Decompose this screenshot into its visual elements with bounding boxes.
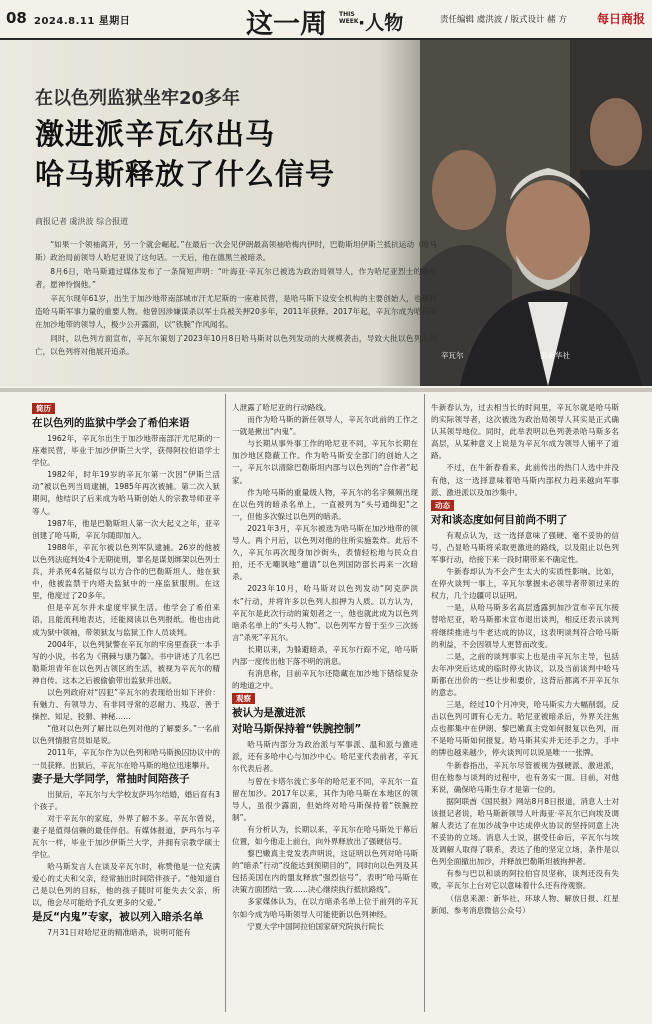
body-paragraph: “他对以色列了解比以色列对他的了解要多。”一名前以色列情报官员如是说。 <box>32 724 220 746</box>
article-column-1 <box>32 402 220 939</box>
hero-headline-line2: 哈马斯释放了什么信号 <box>35 157 336 191</box>
section-tag: 动态 <box>431 500 454 511</box>
body-paragraph: 2004年，以色列狱警在辛瓦尔的牢房里查获一本手写的小说，书名为《荆棘与康乃馨》。书中讲述了几名巴勒斯坦青年在以色列占领区的生活，被视为辛瓦尔的精神自传。这本之后被偷偷带出监狱并出版。 <box>32 639 220 685</box>
body-paragraph: 1987年，他是巴勒斯坦人第一次大起义之年，亚辛创建了哈马斯，辛瓦尔随即加入。 <box>32 518 220 540</box>
body-paragraph: 对于辛瓦尔的家庭，外界了解不多。辛瓦尔曾说，妻子是值得信赖的最佳伴侣。有媒体报道，萨玛尔与辛瓦尔一样，毕业于加沙伊斯兰大学，并拥有宗教学硕士学位。 <box>32 813 220 860</box>
hero-headline-line1: 激进派辛瓦尔出马 <box>35 117 276 151</box>
newspaper-brand: 每日商报 <box>597 12 646 26</box>
body-paragraph: 2011年，辛瓦尔作为以色列和哈马斯换囚协议中的一员获释。出狱后，辛瓦尔在哈马斯的地位迅速攀升。 <box>32 748 220 770</box>
body-paragraph: 有消息称，目前辛瓦尔还隐藏在加沙地下错综复杂的地道之中。 <box>232 669 418 691</box>
body-paragraph: 一是，从哈马斯多名高层透露到加沙宣布辛瓦尔接替哈尼亚，哈马斯都未宣布退出谈判，相反还表示谈判将继续推进与牛老达成的协议，这表明谈判符合哈马斯的利益，不会因领导人更替而改变。 <box>431 603 619 649</box>
body-paragraph: 牛新春指出，辛瓦尔尽管被视为强硬派、激进派，但在他参与谈判的过程中，也有务实一面。目前，对他来说，确保哈马斯生存才是第一位的。 <box>431 760 619 794</box>
body-paragraph: 与曾在卡塔尔流亡多年的哈尼亚不同，辛瓦尔一直留在加沙。2017年以来，其作为哈马斯在本地区的领导人，虽很少露面，但始终对哈马斯保持着“铁腕控制”。 <box>232 776 418 822</box>
body-paragraph: 1962年，辛瓦尔出生于加沙地带南部汗尤尼斯的一座难民营，毕业于加沙伊斯兰大学，获得阿拉伯语学士学位。 <box>32 434 220 468</box>
body-paragraph: 2023年10月，哈马斯对以色列发动“阿克萨洪水”行动，并将许多以色列人扣押为人质。以方认为，辛瓦尔是此次行动的策划者之一，他也就此成为以色列暗杀名单上的“头号人物”。以色列军方曾于至少三次扬言“杀死”辛瓦尔。 <box>232 584 418 642</box>
subheading: 对哈马斯保持着“铁腕控制” <box>232 723 362 736</box>
body-paragraph: 据阿联酋《国民报》网站8月8日报道，消息人士对该报记者说，哈马斯新领导人叶海亚·辛瓦尔已向埃及调解人表达了在加沙战争中达成停火协议的坚持同意上决不妥协的立场。消息人士说，据受任命后，辛瓦尔与埃及调解人取得了联系，表达了他的坚定立场，条件是以色列全面撤出加沙，并释放巴勒斯坦被拘押者。 <box>431 796 619 867</box>
body-paragraph: 牛新春却认为不会产生太大的实质性影响。比如，在停火谈判一事上，辛瓦尔掌握未必领导者带领过来的权力，几个边疆可以证明。 <box>431 567 619 601</box>
hero-banner <box>0 40 652 386</box>
body-paragraph: 三是，经过10个月冲突，哈马斯实力大幅削弱，反击以色列可谓有心无力。哈尼亚被暗杀后，外界关注焦点也都集中在伊朗、黎巴嫩真主党如何报复以色列，而不是哈马斯如何报复。哈马斯其实并无还手之力，手中的牌也越来越少，停火谈判可以说是唯一一张牌。 <box>431 700 619 758</box>
body-paragraph: 1988年，辛瓦尔被以色列军队逮捕。26岁的他被以色列法庭判处4个无期徒刑，罪名是谋划绑架以色列士兵，并杀死4名疑似与以方合作的巴勒斯坦人。他在狱中，他被监禁于内塔夫监狱中的一座监狱服刑。在这里，他度过了20多年。 <box>32 542 220 601</box>
body-paragraph: 而作为哈马斯的新任领导人，辛瓦尔此前的工作之一就是揪出“内鬼”。 <box>232 415 418 437</box>
body-paragraph: 与长期从事外事工作的哈尼亚不同，辛瓦尔长期在加沙地区隐蔽工作。作为哈马斯安全部门的创始人之一，辛瓦尔以清除巴勒斯坦内部与以色列的“合作者”起家。 <box>232 439 418 485</box>
body-paragraph: 二是，之前的谈判事实上也是由辛瓦尔主导，包括去年冲突后达成的临时停火协议，以及当前谈判中哈马斯都在出价的一些让步和要价，这背后都离不开辛瓦尔的意志。 <box>431 651 619 697</box>
body-paragraph: 以色列政府对“囚犯”辛瓦尔的表现给出如下评价：有魅力、有领导力、有非同寻常的忍耐力、残忍、善于操控、知足、狡猾、神秘…… <box>32 687 220 722</box>
body-paragraph: 多家媒体认为，在以方暗杀名单上位于前列的辛瓦尔如今成为哈马斯领导人可能使新以色列神经。 <box>232 897 418 919</box>
body-paragraph: 2021年3月，辛瓦尔被选为哈马斯在加沙地带的领导人。两个月后，以色列对他的住所实施轰炸。此后不久，辛瓦尔再次现身加沙街头，表情轻松地与民众自拍，还不无嘲讽地“邀请”以色列国防部长再来一次暗杀。 <box>232 523 418 582</box>
lead-paragraphs <box>35 238 437 359</box>
body-paragraph: 1982年，时年19岁的辛瓦尔第一次因“伊斯兰活动”被以色列当局逮捕，1985年再次被捕。第二次入狱期间，他结识了后来成为哈马斯创始人的宗教导师亚辛等人。 <box>32 470 220 516</box>
article-column-3 <box>431 402 619 917</box>
byline: 商报记者 虞洪波 综合报道 <box>35 217 129 226</box>
lead-paragraph: “如果一个领袖离开，另一个就会崛起。”在最后一次会见伊朗最高领袖哈梅内伊时，巴勒斯坦伊斯兰抵抗运动（哈马斯）政治局前领导人哈尼亚说了这句话。一天后，他在德黑兰被暗杀。 <box>35 240 437 263</box>
body-paragraph: 7月31日对哈尼亚的精准暗杀，说明可能有 <box>47 927 191 937</box>
hero-kicker: 在以色列监狱坐牢20多年 <box>35 88 241 109</box>
section-tag: 观察 <box>232 693 255 704</box>
body-paragraph: 人泄露了哈尼亚的行动路线。 <box>232 403 331 412</box>
body-paragraph: 有参与巴以和谈的阿拉伯官员坚称，谈判还没有失败，辛瓦尔上台对它以意味着什么还有待观察。 <box>431 869 619 891</box>
hero-photo <box>420 40 652 386</box>
masthead-title: 这一周 <box>246 9 327 40</box>
column-rule <box>424 394 425 1012</box>
body-paragraph: （信息来源：新华社、环球人物、解放日报、红星新闻、参考消息微信公众号） <box>431 893 619 915</box>
body-paragraph: 长期以来，为躲避暗杀，辛瓦尔行踪不定，哈马斯内部一度传出他下落不明的消息。 <box>232 644 418 666</box>
body-paragraph: 宁夏大学中国阿拉伯国家研究院执行院长 <box>247 921 384 931</box>
section-tag: 简历 <box>32 403 55 414</box>
page-header <box>0 0 652 40</box>
body-paragraph: 但是辛瓦尔并未虚度牢狱生活。他学会了希伯来语，且能流利地表达，还能阅读以色列报纸。他也由此成为狱中领袖，带领狱友与监狱工作人员谈判。 <box>32 603 220 637</box>
subheading: 被认为是激进派 <box>232 707 306 720</box>
page-number: 08 <box>6 9 27 27</box>
lead-paragraph: 同时，以色列方面宣布，辛瓦尔策划了2023年10月8日哈马斯对以色列发动的大规模袭击，导致大批以色列人伤亡，以色列将对他展开追杀。 <box>35 333 437 357</box>
body-paragraph: 牛新春认为，过去相当长的时间里，辛瓦尔就是哈马斯的实际领导者，这次被选为政治局领导人其实是正式确认其领导地位。同时，此举表明以色列袭杀哈马斯多名高层，从某种意义上说是为辛瓦尔成为领导人铺平了道路。 <box>431 403 619 461</box>
lead-paragraph: 辛瓦尔现年61岁，出生于加沙地带南部城市汗尤尼斯的一座难民营，是哈马斯下设安全机构的主要创始人，也是打造哈马斯军事力量的重要人物。他曾因涉嫌谋杀以军士兵被关押20多年，2011年获释。2017年起，辛瓦尔成为哈马斯在加沙地带的领导人，极少公开露面，以“铁腕”作风闻名。 <box>35 293 437 330</box>
body-paragraph: 哈马斯发言人在谈及辛瓦尔时，称赞他是一位充满爱心的丈夫和父亲，经常抽出时间陪伴孩子。“他知道自己是以色列的目标，他的孩子随时可能失去父亲，所以，他会尽可能给予孔女更多的父爱。” <box>32 862 220 908</box>
section-divider <box>0 388 652 392</box>
column-rule <box>225 394 226 1012</box>
body-paragraph: 有观点认为，这一选择意味了强硬、毫不妥协的信号，凸显哈马斯将采取更激进的路线，以及阻止以色列军事行动，给接下来一段时期带来不确定性。 <box>431 530 619 564</box>
subheading: 对和谈态度如何目前尚不明了 <box>431 513 568 526</box>
article-column-2 <box>232 402 418 933</box>
column-name: ·人物 <box>358 12 404 34</box>
issue-date: 2024.8.11 星期日 <box>34 16 131 27</box>
body-paragraph: 黎巴嫩真主党发表声明说，这证明以色列对哈马斯的“暗杀”行动“没能达到预期目的”，同时向以色列及其包括美国在内的盟友释放“强烈信号”，表明“哈马斯在决策方面团结一致……决心继续执行抵抗路线”。 <box>232 849 418 895</box>
photo-caption: 辛瓦尔 <box>441 351 464 360</box>
editor-credits: 责任编辑 虞洪波 / 版式设计 赭 方 <box>440 15 567 25</box>
body-paragraph: 有分析认为，长期以来，辛瓦尔在哈马斯处于幕后位置，如今他走上前台，向外界释放出了强硬信号。 <box>232 824 418 846</box>
photo-credit: 据新华社 <box>540 351 570 360</box>
subheading: 在以色列的监狱中学会了希伯来语 <box>32 417 190 429</box>
body-paragraph: 哈马斯内部分为政治派与军事派、温和派与激进派，还有多哈中心与加沙中心。哈尼亚代表前者，辛瓦尔代表后者。 <box>232 740 418 774</box>
body-paragraph: 出狱后，辛瓦尔与大学校友萨玛尔结婚，婚后育有3个孩子。 <box>32 789 220 811</box>
subheading: 妻子是大学同学，常抽时间陪孩子 <box>32 772 190 785</box>
subheading: 是反“内鬼”专家，被以列入暗杀名单 <box>32 910 204 923</box>
lead-paragraph: 8月6日，哈马斯通过媒体发布了一条简短声明：“叶海亚·辛瓦尔已被选为政治局领导人，作为哈尼亚烈士的继任者，愿神怜悯他。” <box>35 266 437 290</box>
body-paragraph: 不过，在牛新春看来，此前传出的热门人选中并没有他，这一选择意味着哈马斯内部权力趋来越向军事派、激进派以及加沙集中。 <box>431 463 619 497</box>
masthead-week-label: THIS WEEK <box>339 11 359 25</box>
body-paragraph: 作为哈马斯的重量级人物，辛瓦尔的名字频频出现在以色列的暗杀名单上，一直被列为“头号通缉犯”之一，但他多次躲过以色列的暗杀。 <box>232 487 418 521</box>
